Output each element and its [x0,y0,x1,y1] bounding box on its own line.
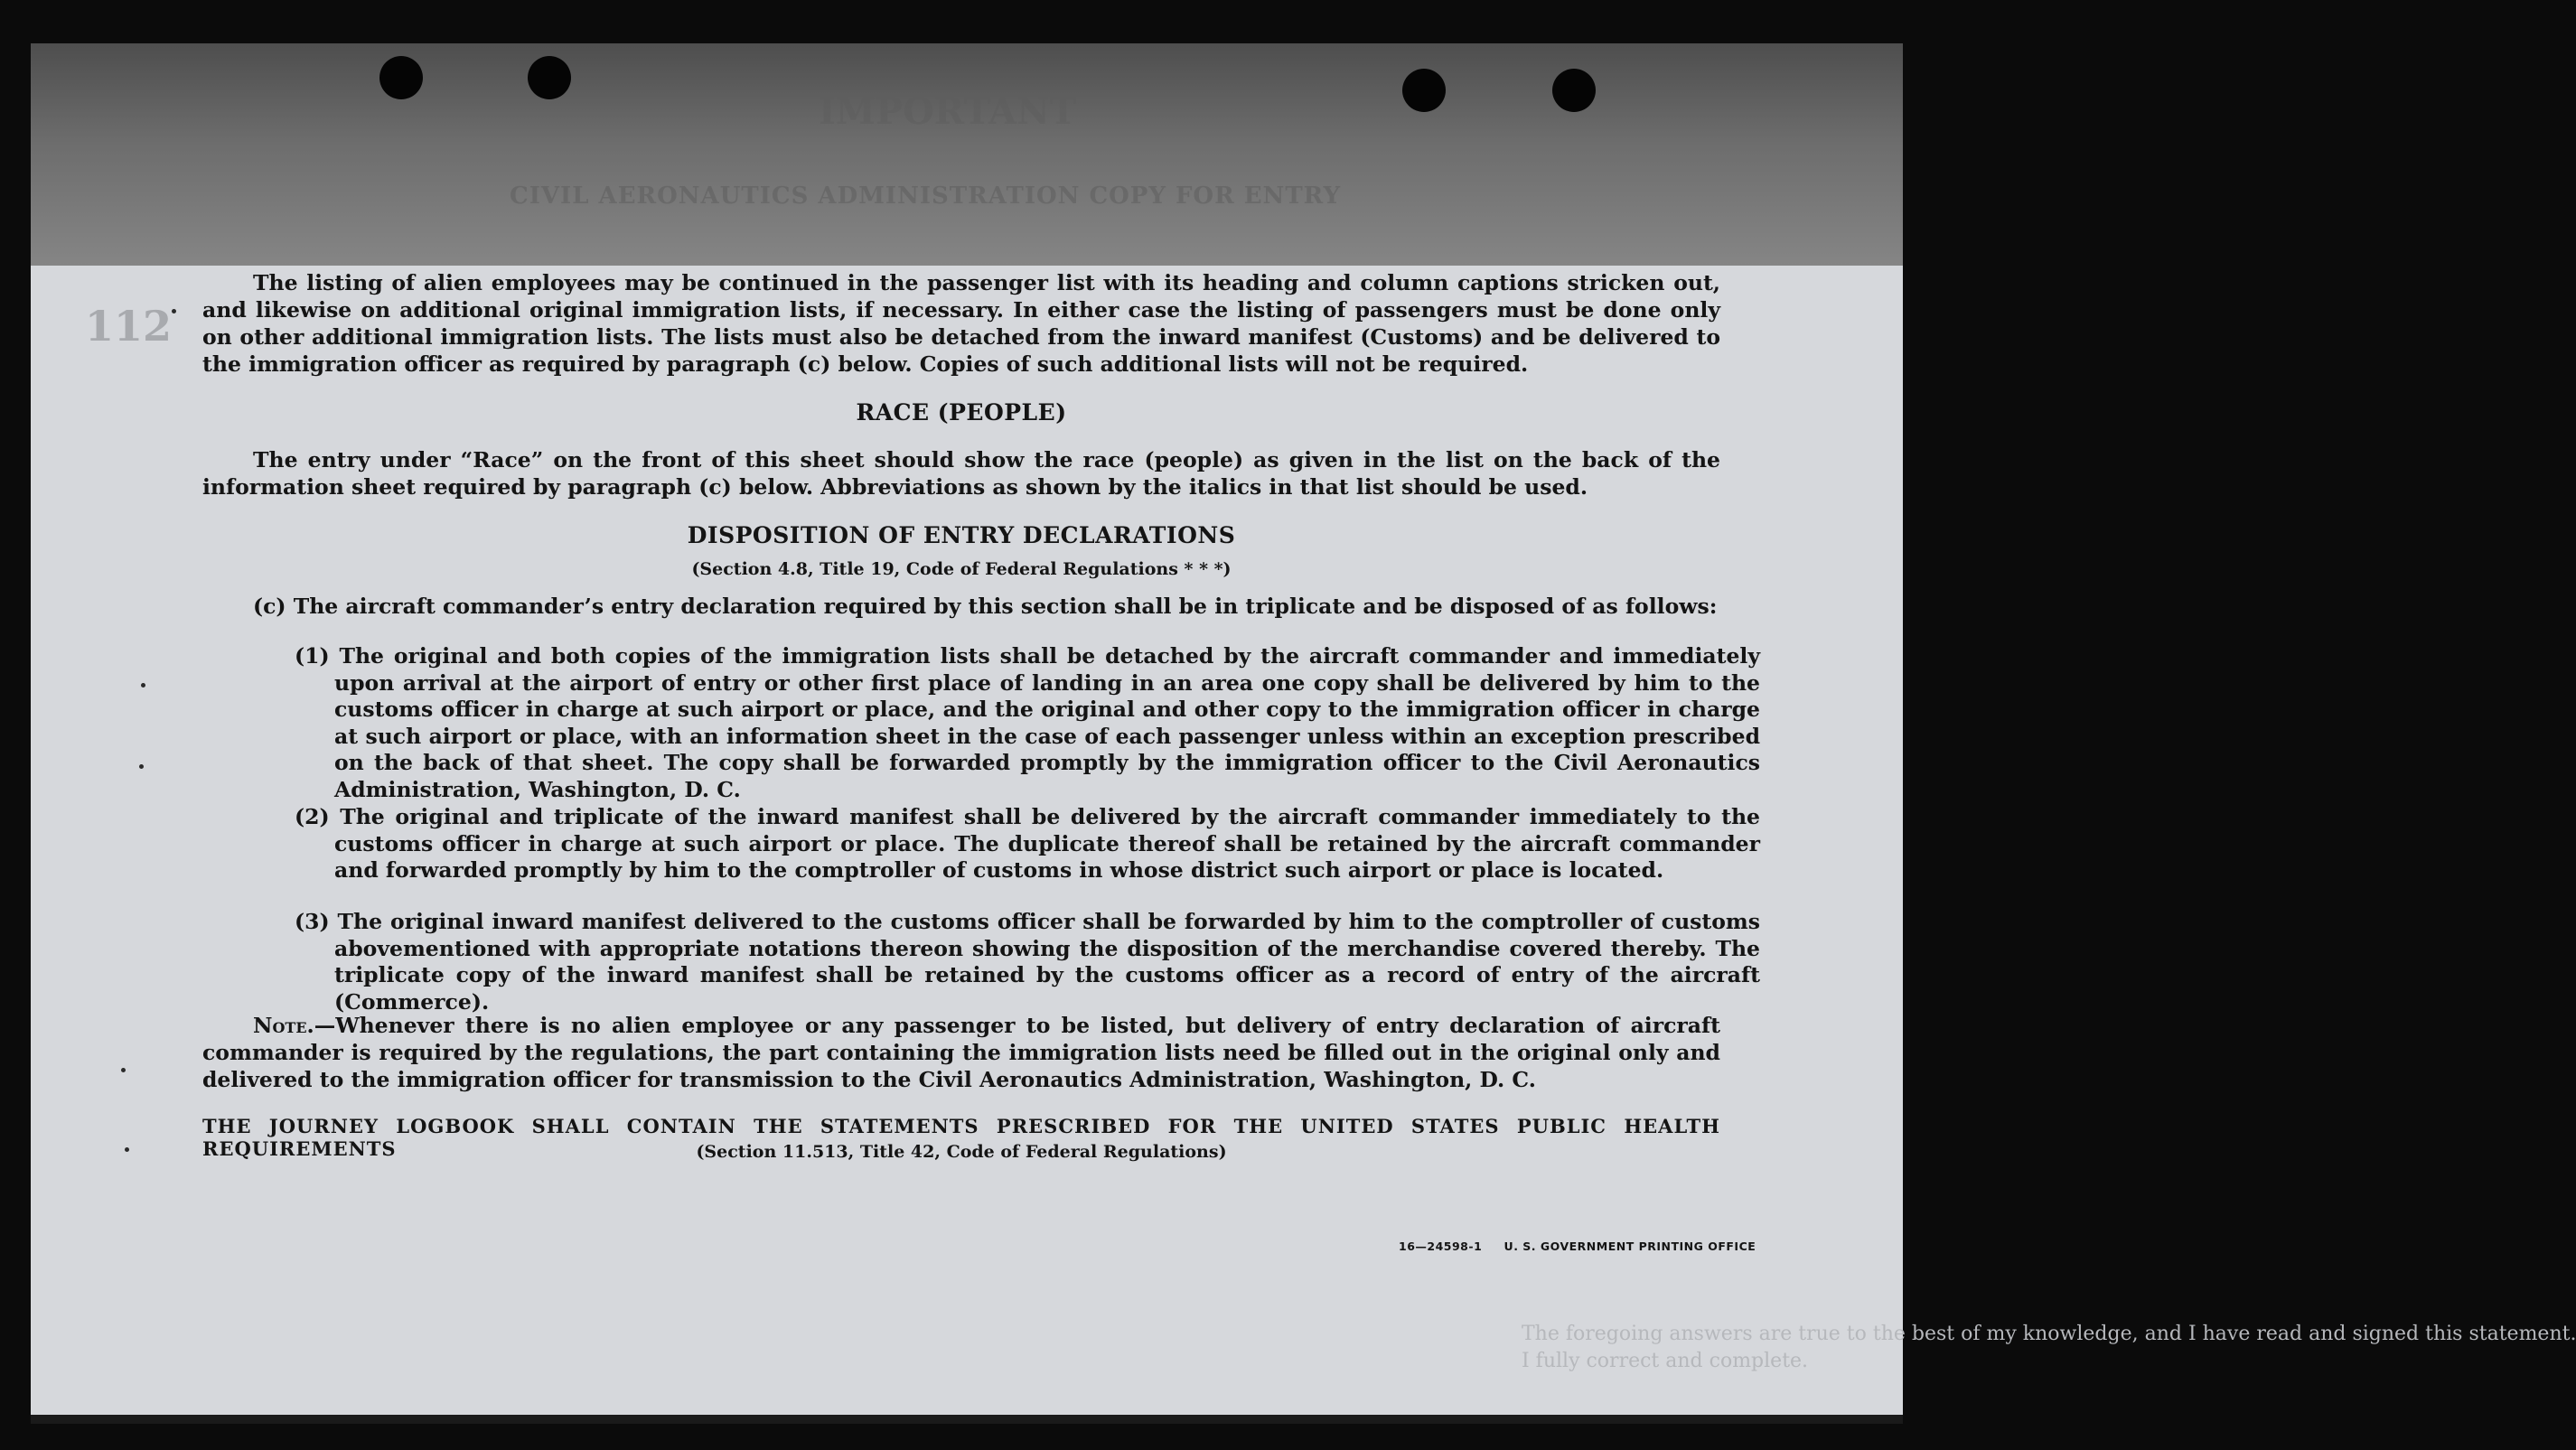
stray-dot [141,683,145,688]
punch-hole [528,56,571,99]
disposition-item-1 [295,643,1760,803]
bleed-through-line-2: I fully correct and complete. [1522,1350,1809,1372]
stray-dot [139,764,144,769]
printing-imprint [1399,1240,1756,1253]
bleed-through-line-1: The foregoing answers are true to the best of my knowledge, and I have read and signed this statement. [1522,1323,2576,1345]
scan-bottom-edge [31,1415,1903,1424]
disposition-heading: DISPOSITION OF ENTRY DECLARATIONS [687,522,1236,548]
item-number: (1) [295,643,330,669]
stray-dot [121,1068,126,1072]
race-paragraph: The entry under “Race” on the front of this sheet should show the race (people) as given in the list on the back of the information sheet required by paragraph (c) below. Abbreviations as shown by the italics in that list should be used. [202,447,1720,500]
item-text: The original and both copies of the immigration lists shall be detached by the aircraft commander and immediately upon arrival at the airport of entry or other first place of landing in an area one copy shall be delivered by him to the customs officer in charge at such airport or place, and the original and other copy to the immigration officer in charge at such airport or place, with an information sheet in the case of each passenger unless within an exception prescribed on the back of that sheet. The copy shall be forwarded promptly by the immigration officer to the Civil Aeronautics Administration, Washington, D. C. [334,643,1760,802]
item-number: (3) [295,909,330,934]
disposition-intro: (c) The aircraft commander’s entry declaration required by this section shall be in triplicate and be disposed of as follows: [253,594,1718,619]
print-code: 16—24598-1 [1399,1240,1483,1253]
alien-employees-paragraph: The listing of alien employees may be continued in the passenger list with its heading and column captions stricken out, and likewise on additional original immigration lists, if necessary. In either case the listing of passengers must be done only on other additional immigration lists. The lists must also be detached from the inward manifest (Customs) and be delivered to the immigration officer as required by paragraph (c) below. Copies of such additional lists will not be required. [202,270,1720,377]
stray-dot [172,309,176,313]
punch-hole [1552,69,1596,112]
item-text: The original inward manifest delivered to the customs officer shall be forwarded by him to the comptroller of customs abovementioned with appropriate notations thereon showing the disposition of the merchandise covered thereby. The triplicate copy of the inward manifest shall be retained by the customs officer as a record of entry of the aircraft (Commerce). [334,909,1761,1015]
scan-shadow-band [31,43,1903,266]
disposition-citation: (Section 4.8, Title 19, Code of Federal Regulations * * *) [691,559,1232,579]
item-number: (2) [295,804,330,829]
punch-hole [379,56,423,99]
note-label: Note. [253,1013,314,1038]
faint-margin-number: 112 [85,302,173,351]
race-heading: RACE (PEOPLE) [856,399,1067,426]
punch-hole [1402,69,1446,112]
note-text: —Whenever there is no alien employee or any passenger to be listed, but delivery of entry declaration of aircraft commander is required by the regulations, the part containing the immigration lists need be filled out in the original only and delivered to the immigration officer for transmission to the Civil Aeronautics Administration, Washington, D. C. [202,1013,1720,1092]
printing-office: U. S. GOVERNMENT PRINTING OFFICE [1503,1240,1756,1253]
disposition-item-3 [295,909,1760,1015]
faint-subheader-text: CIVIL AERONAUTICS ADMINISTRATION COPY FOR ENTRY [510,182,1342,210]
faint-header-text: IMPORTANT [819,90,1077,133]
health-requirements-citation: (Section 11.513, Title 42, Code of Federal Regulations) [696,1142,1227,1162]
stray-dot [125,1147,129,1152]
health-requirements-statement: THE JOURNEY LOGBOOK SHALL CONTAIN THE STATEMENTS PRESCRIBED FOR THE UNITED STATES PUBLIC HEALTH REQUIREMENTS [202,1115,1720,1160]
disposition-item-2 [295,804,1760,884]
document-sheet [31,43,2576,1424]
item-text: The original and triplicate of the inward manifest shall be delivered by the aircraft commander immediately to the customs officer in charge at such airport or place. The duplicate thereof shall be retained by the aircraft commander and forwarded promptly by him to the comptroller of customs in whose district such airport or place is located. [334,804,1760,883]
note-paragraph [202,1012,1720,1093]
